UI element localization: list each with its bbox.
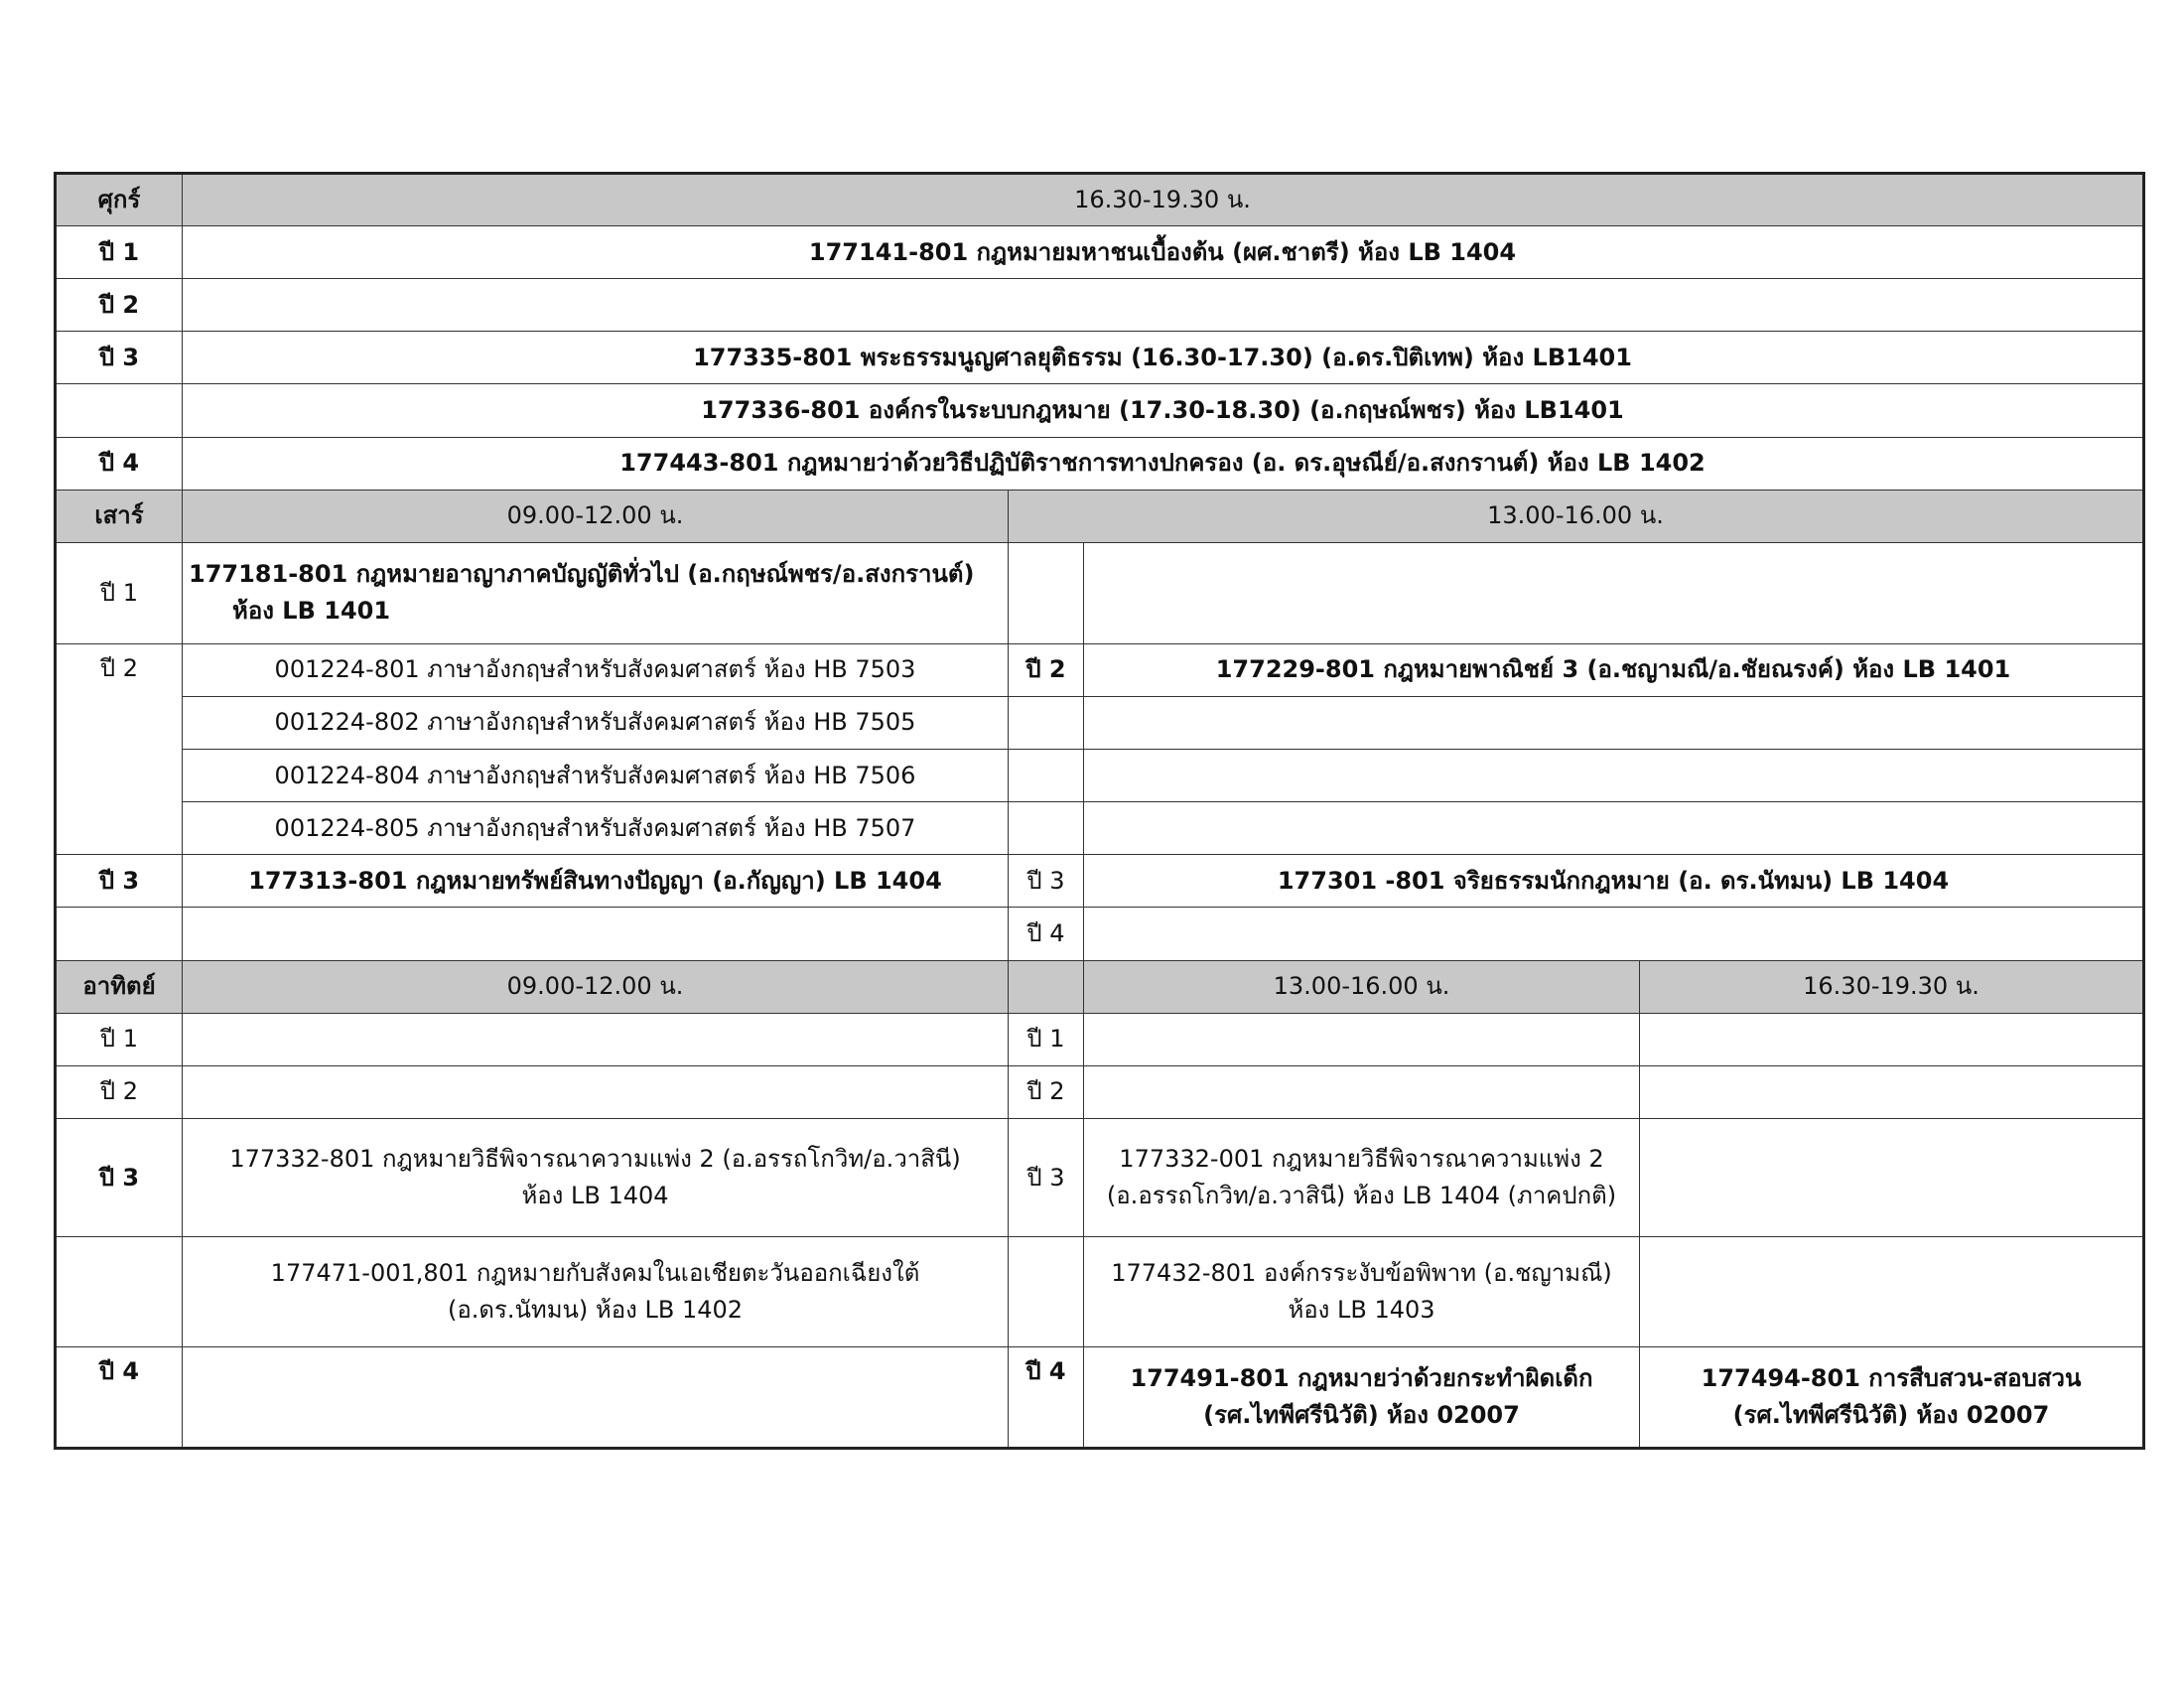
year-label: ปี 3 xyxy=(1009,855,1084,908)
course-line: 177494-801 การสืบสวน-สอบสวน xyxy=(1701,1363,2082,1392)
course-cell: 177301 -801 จริยธรรมนักกฎหมาย (อ. ดร.นัทมน) LB 1404 xyxy=(1084,855,2144,908)
course-cell xyxy=(183,908,1009,960)
day-label-sunday: อาทิตย์ xyxy=(56,960,183,1013)
table-row xyxy=(56,908,2144,960)
course-cell xyxy=(1084,908,2144,960)
friday-header-row xyxy=(56,174,2144,226)
year-label: ปี 1 xyxy=(1009,1013,1084,1065)
course-cell xyxy=(1640,1237,2144,1346)
year-label xyxy=(56,908,183,960)
year-label xyxy=(1009,697,1084,750)
day-label-saturday: เสาร์ xyxy=(56,490,183,542)
table-row xyxy=(56,226,2144,279)
course-cell xyxy=(1640,1065,2144,1118)
year-label: ปี 1 xyxy=(56,226,183,279)
year-label: ปี 3 xyxy=(56,1118,183,1237)
year-label: ปี 2 xyxy=(56,279,183,332)
year-label: ปี 3 xyxy=(56,855,183,908)
year-label: ปี 1 xyxy=(56,1013,183,1065)
year-label: ปี 2 xyxy=(1009,643,1084,696)
time-slot-sunday-evening: 16.30-19.30 น. xyxy=(1640,960,2144,1013)
course-cell xyxy=(1640,1346,2144,1448)
year-label: ปี 3 xyxy=(56,332,183,384)
course-cell xyxy=(1084,750,2144,802)
course-line: ห้อง LB 1401 xyxy=(232,597,391,626)
table-row xyxy=(56,750,2144,802)
course-cell: 177443-801 กฎหมายว่าด้วยวิธีปฏิบัติราชการทางปกครอง (อ. ดร.อุษณีย์/อ.สงกรานต์) ห้อง LB 1402 xyxy=(183,437,2144,490)
course-cell: 177335-801 พระธรรมนูญศาลยุติธรรม (16.30-17.30) (อ.ดร.ปิติเทพ) ห้อง LB1401 xyxy=(183,332,2144,384)
year-label: ปี 4 xyxy=(56,437,183,490)
course-cell xyxy=(1084,1065,1640,1118)
course-cell xyxy=(1084,1346,1640,1448)
saturday-header-row xyxy=(56,490,2144,542)
course-line: 177491-801 กฎหมายว่าด้วยกระทำผิดเด็ก xyxy=(1130,1363,1593,1392)
table-row xyxy=(56,697,2144,750)
time-slot-spacer xyxy=(1009,960,1084,1013)
course-line: 177332-001 กฎหมายวิธีพิจารณาความแพ่ง 2 xyxy=(1119,1144,1604,1173)
year-label: ปี 2 xyxy=(56,643,183,854)
course-line: 177432-801 องค์กรระงับข้อพิพาท (อ.ชญามณี) xyxy=(1111,1258,1612,1287)
time-slot-sunday-afternoon: 13.00-16.00 น. xyxy=(1084,960,1640,1013)
course-cell: 177313-801 กฎหมายทรัพย์สินทางปัญญา (อ.กัญญา) LB 1404 xyxy=(183,855,1009,908)
year-label: ปี 4 xyxy=(1009,908,1084,960)
course-cell xyxy=(183,542,1009,643)
course-cell xyxy=(1084,802,2144,855)
time-slot-friday: 16.30-19.30 น. xyxy=(183,174,2144,226)
course-cell: 001224-804 ภาษาอังกฤษสำหรับสังคมศาสตร์ ห้อง HB 7506 xyxy=(183,750,1009,802)
year-label xyxy=(1009,542,1084,643)
course-line: 177181-801 กฎหมายอาญาภาคบัญญัติทั่วไป (อ.กฤษณ์พชร/อ.สงกรานต์) xyxy=(189,560,975,589)
course-cell xyxy=(183,1237,1009,1346)
day-label-friday: ศุกร์ xyxy=(56,174,183,226)
course-cell xyxy=(1640,1013,2144,1065)
year-label: ปี 2 xyxy=(56,1065,183,1118)
table-row xyxy=(56,542,2144,643)
course-cell xyxy=(1084,542,2144,643)
course-line: (รศ.ไทพีศรีนิวัติ) ห้อง 02007 xyxy=(1732,1400,2050,1429)
time-slot-saturday-afternoon: 13.00-16.00 น. xyxy=(1009,490,2144,542)
course-cell: 001224-801 ภาษาอังกฤษสำหรับสังคมศาสตร์ ห้อง HB 7503 xyxy=(183,643,1009,696)
year-label xyxy=(1009,802,1084,855)
year-label: ปี 2 xyxy=(1009,1065,1084,1118)
course-cell: 001224-805 ภาษาอังกฤษสำหรับสังคมศาสตร์ ห้อง HB 7507 xyxy=(183,802,1009,855)
year-label: ปี 4 xyxy=(56,1346,183,1448)
table-row xyxy=(56,1118,2144,1237)
table-row xyxy=(56,802,2144,855)
course-cell xyxy=(1084,697,2144,750)
time-slot-sunday-morning: 09.00-12.00 น. xyxy=(183,960,1009,1013)
course-line: (อ.อรรถโกวิท/อ.วาสินี) ห้อง LB 1404 (ภาคปกติ) xyxy=(1106,1182,1617,1210)
table-row xyxy=(56,643,2144,696)
table-row xyxy=(56,855,2144,908)
course-cell xyxy=(183,1065,1009,1118)
course-cell xyxy=(1640,1118,2144,1237)
sunday-header-row xyxy=(56,960,2144,1013)
course-cell xyxy=(1084,1013,1640,1065)
course-line: (รศ.ไทพีศรีนิวัติ) ห้อง 02007 xyxy=(1203,1400,1520,1429)
table-row xyxy=(56,1013,2144,1065)
course-cell xyxy=(183,1118,1009,1237)
table-row xyxy=(56,1346,2144,1448)
table-row xyxy=(56,437,2144,490)
table-row xyxy=(56,384,2144,437)
course-cell: 177336-801 องค์กรในระบบกฎหมาย (17.30-18.30) (อ.กฤษณ์พชร) ห้อง LB1401 xyxy=(183,384,2144,437)
table-row xyxy=(56,1237,2144,1346)
time-slot-saturday-morning: 09.00-12.00 น. xyxy=(183,490,1009,542)
year-label xyxy=(1009,750,1084,802)
course-cell: 177141-801 กฎหมายมหาชนเบื้องต้น (ผศ.ชาตรี) ห้อง LB 1404 xyxy=(183,226,2144,279)
year-label: ปี 1 xyxy=(56,542,183,643)
course-cell: 177229-801 กฎหมายพาณิชย์ 3 (อ.ชญามณี/อ.ชัยณรงค์) ห้อง LB 1401 xyxy=(1084,643,2144,696)
course-cell xyxy=(1084,1237,1640,1346)
table-row xyxy=(56,1065,2144,1118)
year-label xyxy=(56,1237,183,1346)
course-cell xyxy=(183,1346,1009,1448)
schedule-table xyxy=(54,172,2145,1450)
course-line: 177332-801 กฎหมายวิธีพิจารณาความแพ่ง 2 (อ.อรรถโกวิท/อ.วาสินี) xyxy=(229,1144,961,1173)
table-row xyxy=(56,332,2144,384)
course-line: ห้อง LB 1404 xyxy=(521,1182,669,1210)
year-label xyxy=(56,384,183,437)
year-label: ปี 3 xyxy=(1009,1118,1084,1237)
year-label: ปี 4 xyxy=(1009,1346,1084,1448)
course-cell xyxy=(183,1013,1009,1065)
course-line: ห้อง LB 1403 xyxy=(1288,1296,1435,1325)
course-line: (อ.ดร.นัทมน) ห้อง LB 1402 xyxy=(447,1296,744,1325)
year-label xyxy=(1009,1237,1084,1346)
course-cell xyxy=(183,279,2144,332)
course-line: 177471-001,801 กฎหมายกับสังคมในเอเชียตะวันออกเฉียงใต้ xyxy=(270,1258,920,1287)
course-cell xyxy=(1084,1118,1640,1237)
course-cell: 001224-802 ภาษาอังกฤษสำหรับสังคมศาสตร์ ห้อง HB 7505 xyxy=(183,697,1009,750)
table-row xyxy=(56,279,2144,332)
